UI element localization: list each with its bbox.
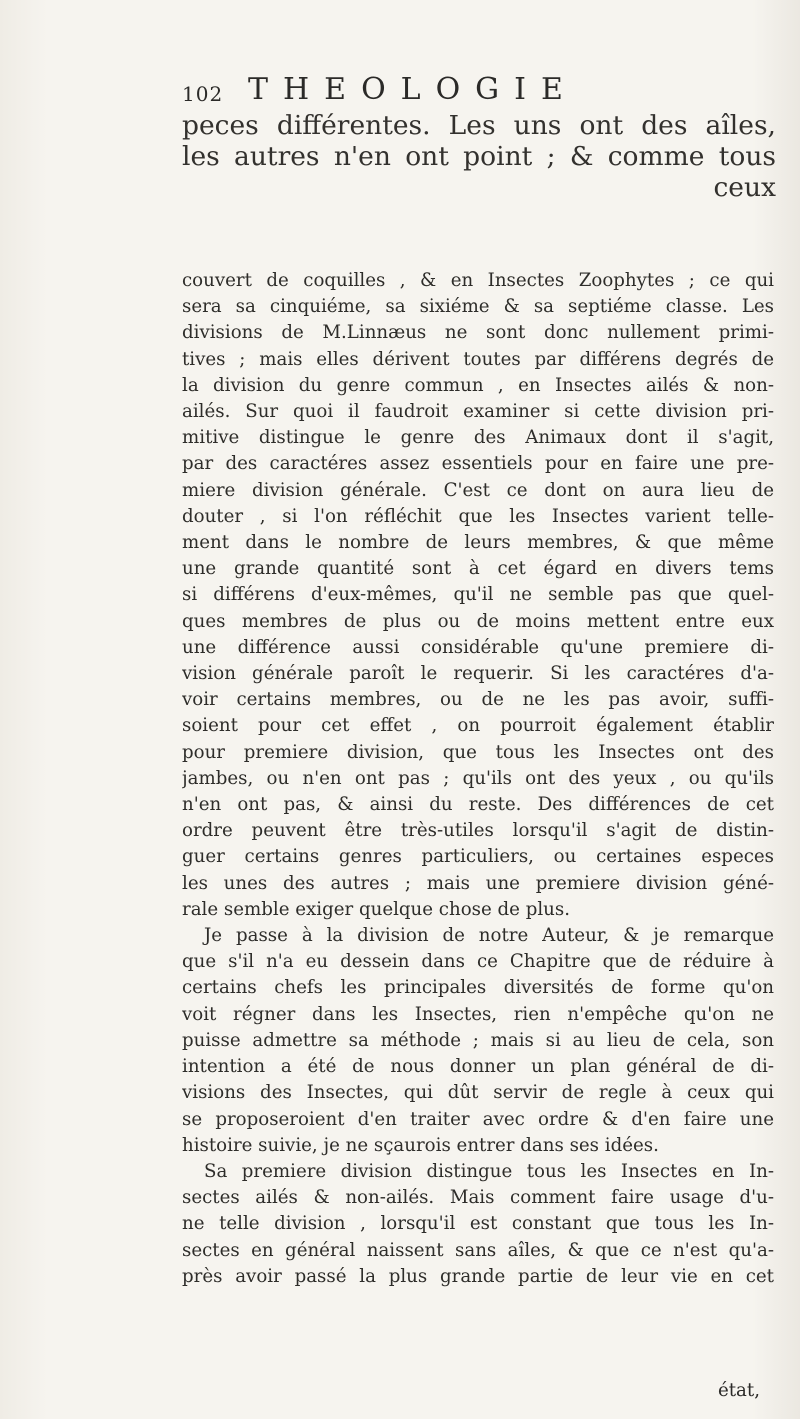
- text-line: ques membres de plus ou de moins mettent entre eux: [182, 610, 774, 632]
- text-line: douter , si l'on réfléchit que les Insectes varient telle-: [182, 505, 774, 527]
- text-line: divisions de M.Linnæus ne sont donc nullement primi-: [182, 322, 774, 344]
- text-line: jambes, ou n'en ont pas ; qu'ils ont des yeux , ou qu'ils: [182, 767, 774, 789]
- page-number: 102: [182, 82, 224, 106]
- text-line: n'en ont pas, & ainsi du reste. Des différences de cet: [182, 794, 774, 816]
- body-text: [182, 268, 774, 1290]
- text-line: les unes des autres ; mais une premiere division géné-: [182, 872, 774, 894]
- text-line: histoire suivie, je ne sçaurois entrer dans ses idées.: [182, 1134, 659, 1156]
- running-head: THEOLOGIE: [248, 72, 578, 107]
- text-line: rale semble exiger quelque chose de plus.: [182, 898, 571, 920]
- lead-text: [182, 110, 776, 203]
- text-line: près avoir passé la plus grande partie de leur vie en cet: [182, 1265, 774, 1287]
- text-line: si différens d'eux-mêmes, qu'il ne semble pas que quel-: [182, 584, 774, 606]
- text-line: ailés. Sur quoi il faudroit examiner si cette division pri-: [182, 401, 774, 423]
- text-line: certains chefs les principales diversités de forme qu'on: [182, 977, 774, 999]
- lead-line: les autres n'en ont point ; & comme tous: [182, 141, 776, 172]
- text-line: sectes ailés & non-ailés. Mais comment faire usage d'u-: [182, 1187, 774, 1209]
- text-line: intention a été de nous donner un plan général de di-: [182, 1056, 774, 1078]
- page-header: [182, 72, 642, 112]
- text-line: ment dans le nombre de leurs membres, & que même: [182, 532, 774, 554]
- text-line: mitive distingue le genre des Animaux dont il s'agit,: [182, 427, 774, 449]
- text-line: puisse admettre sa méthode ; mais si au lieu de cela, son: [182, 1029, 774, 1051]
- catchword: état,: [717, 1380, 760, 1401]
- text-line: une différence aussi considérable qu'une premiere di-: [182, 636, 774, 658]
- text-line: Sa premiere division distingue tous les Insectes en In-: [204, 1160, 774, 1182]
- text-line: ordre peuvent être très-utiles lorsqu'il s'agit de distin-: [182, 820, 774, 842]
- text-line: guer certains genres particuliers, ou certaines especes: [182, 846, 774, 868]
- text-line: ne telle division , lorsqu'il est constant que tous les In-: [182, 1213, 774, 1235]
- text-line: tives ; mais elles dérivent toutes par différens degrés de: [182, 348, 774, 370]
- text-line: se proposeroient d'en traiter avec ordre & d'en faire une: [182, 1108, 774, 1130]
- text-line: visions des Insectes, qui dût servir de regle à ceux qui: [182, 1082, 774, 1104]
- text-line: couvert de coquilles , & en Insectes Zoophytes ; ce qui: [182, 270, 774, 291]
- lead-catchword: ceux: [713, 172, 776, 203]
- text-line: vision générale paroît le requerir. Si les caractéres d'a-: [182, 663, 774, 685]
- text-line: une grande quantité sont à cet égard en divers tems: [182, 558, 774, 580]
- text-line: voir certains membres, ou de ne les pas avoir, suffi-: [182, 689, 774, 711]
- text-line: la division du genre commun , en Insectes ailés & non-: [182, 374, 774, 396]
- text-line: soient pour cet effet , on pourroit également établir: [182, 715, 774, 737]
- text-line: Je passe à la division de notre Auteur, & je remarque: [204, 925, 774, 947]
- text-line: voit régner dans les Insectes, rien n'empêche qu'on ne: [182, 1003, 774, 1025]
- text-line: par des caractéres assez essentiels pour en faire une pre-: [182, 453, 774, 475]
- text-line: miere division générale. C'est ce dont on aura lieu de: [182, 479, 774, 501]
- text-line: sera sa cinquiéme, sa sixiéme & sa septiéme classe. Les: [182, 296, 774, 318]
- text-line: pour premiere division, que tous les Insectes ont des: [182, 741, 774, 763]
- lead-line: peces différentes. Les uns ont des aîles,: [182, 110, 776, 141]
- text-line: sectes en général naissent sans aîles, & que ce n'est qu'a-: [182, 1239, 774, 1261]
- text-line: que s'il n'a eu dessein dans ce Chapitre que de réduire à: [182, 951, 774, 973]
